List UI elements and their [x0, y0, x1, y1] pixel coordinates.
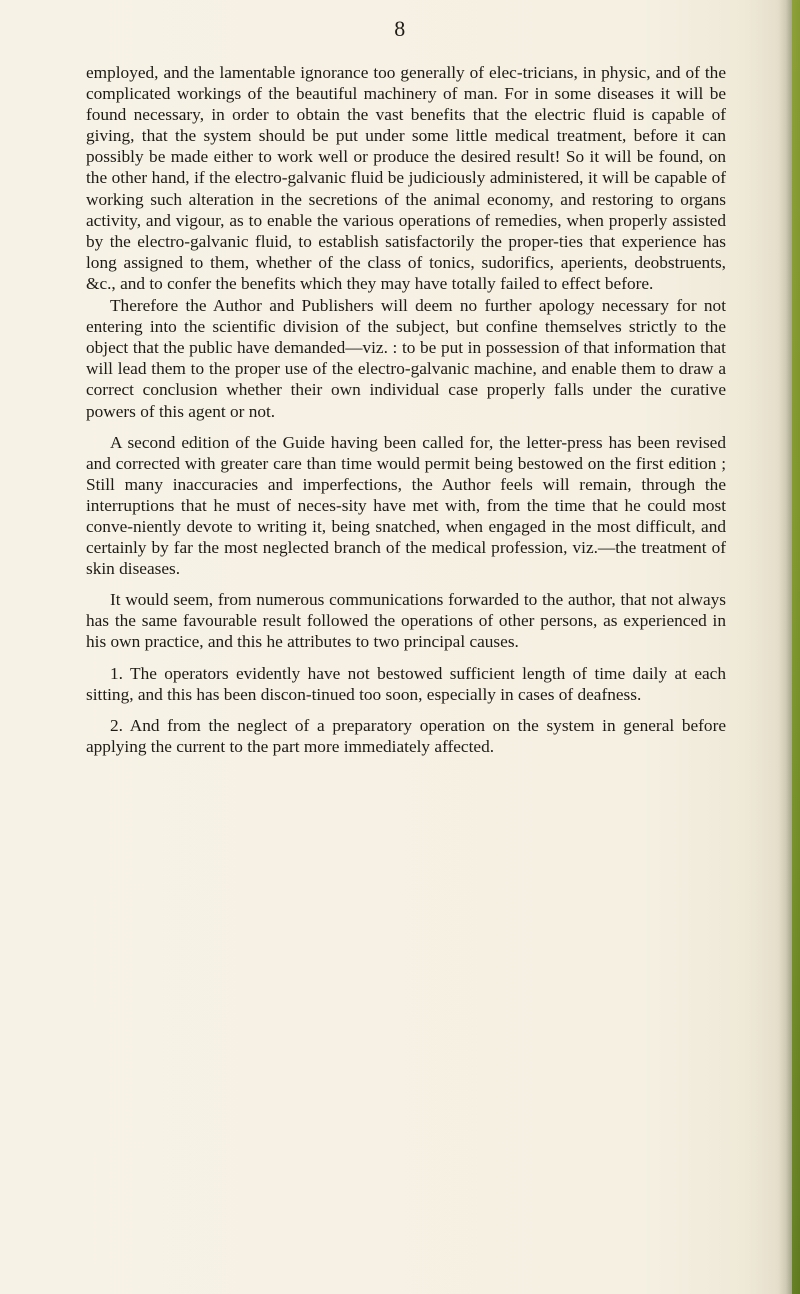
paragraph-2: Therefore the Author and Publishers will deem no further apology necessary for not entering into the scientific division of the subject, but confine themselves strictly to the object that the public have demanded—viz. : to be put in possession of that information that will lead them to the proper use of the electro-galvanic machine, and enable them to draw a correct conclusion whether their own individual case properly falls under the curative powers of this agent or not.	[86, 296, 726, 421]
paragraph-3: A second edition of the Guide having been called for, the letter-press has been revised and corrected with greater care than time would permit being bestowed on the first edition ; Still many inaccuracies and imperfections, the Author feels will remain, through the interruptions that he must of neces-sity have met with, from the time that he could most conve-niently devote to writing it, being snatched, when engaged in the most difficult, and certainly by far the most neglected branch of the medical profession, viz.—the treatment of skin diseases.	[86, 432, 726, 579]
page-number: 8	[394, 16, 406, 41]
binding-edge	[792, 0, 800, 1294]
paragraph-4: It would seem, from numerous communications forwarded to the author, that not always has the same favourable result followed the operations of other persons, as experienced in his own practice, and this he attributes to two principal causes.	[86, 590, 726, 652]
numbered-item-2: 2. And from the neglect of a preparatory operation on the system in general before applying the current to the part more immediately affected.	[86, 715, 726, 756]
numbered-item-1: 1. The operators evidently have not bestowed sufficient length of time daily at each sitting, and this has been discon-tinued too soon, especially in cases of deafness.	[86, 663, 726, 704]
paragraph-1: employed, and the lamentable ignorance too generally of elec-tricians, in physic, and of the complicated workings of the beautiful machinery of man. For in some diseases it will be found necessary, in order to obtain the vast benefits that the electric fluid is capable of giving, that the system should be put under some little medical treatment, before it can possibly be made either to work well or produce the desired result! So it will be found, on the other hand, if the electro-galvanic fluid be judiciously administered, it will be capable of working such alteration in the secretions of the animal economy, and restoring to organs activity, and vigour, as to enable the various operations of remedies, when properly assisted by the electro-galvanic fluid, to establish satisfactorily the proper-ties that experience has long assigned to them, whether of the class of tonics, sudorifics, aperients, deobstruents, &c., and to confer the benefits which they may have totally failed to effect before.	[86, 63, 726, 293]
body-text	[86, 62, 726, 757]
